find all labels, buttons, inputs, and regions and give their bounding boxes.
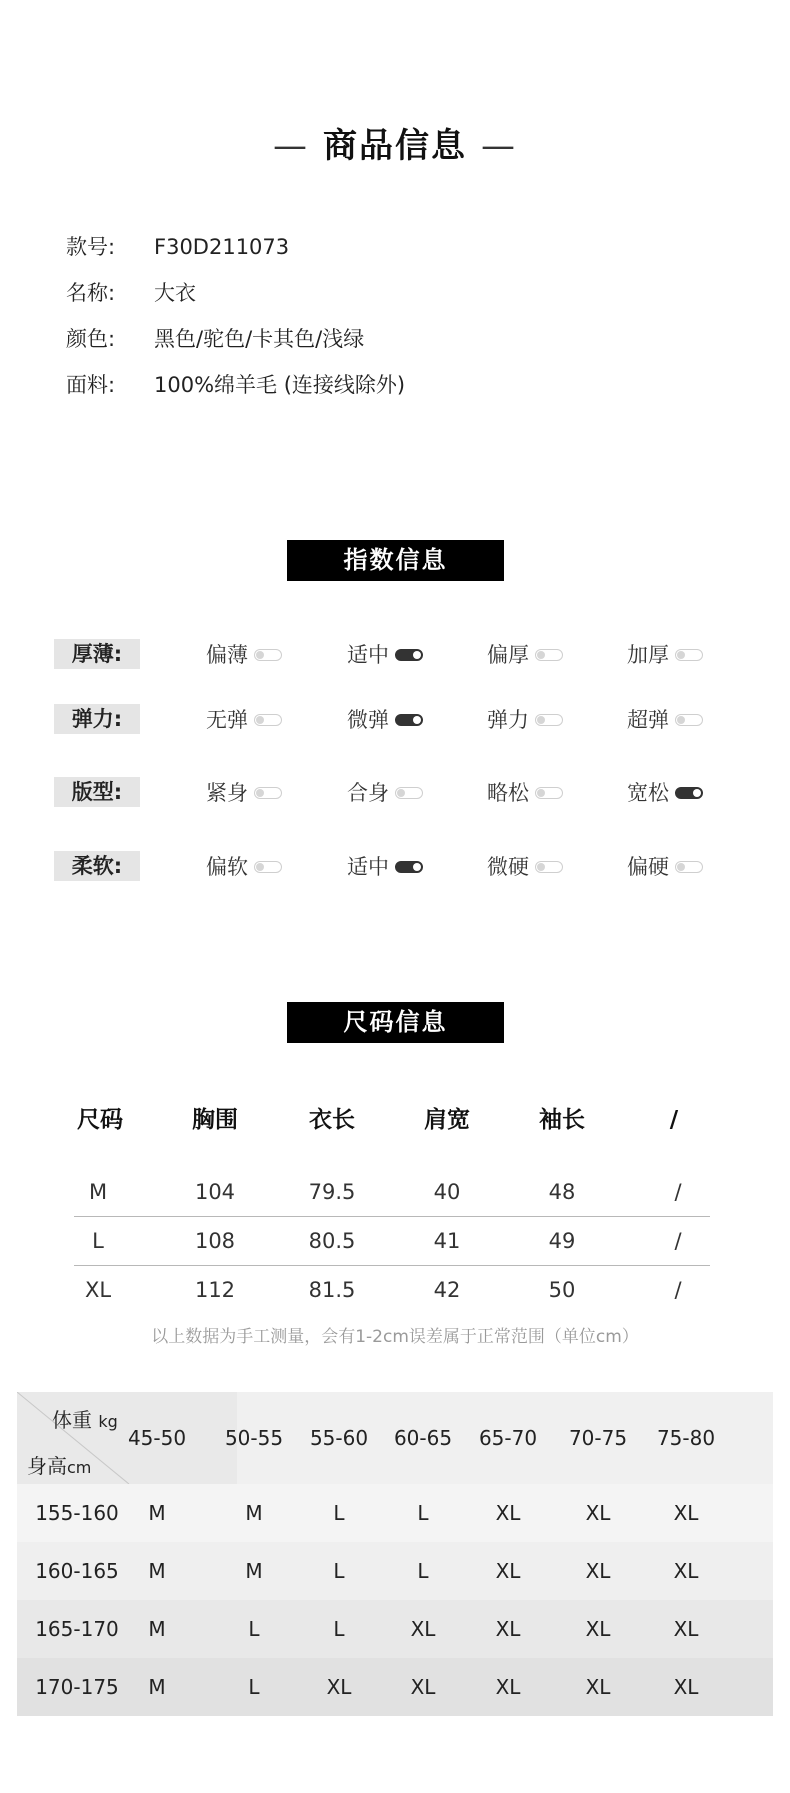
index-option-label: 偏硬	[627, 855, 669, 879]
info-value: 100%绵羊毛 (连接线除外)	[154, 373, 406, 397]
height-range-cell: 165-170	[35, 1617, 119, 1641]
info-label: 面料:	[66, 373, 116, 397]
recommendation-header	[17, 1392, 773, 1484]
size-cell: 41	[433, 1229, 461, 1253]
index-row-label: 柔软:	[54, 851, 140, 881]
weight-range-header: 75-80	[656, 1426, 716, 1450]
size-header-cell: /	[669, 1107, 679, 1133]
recommended-size-cell: M	[148, 1675, 166, 1699]
recommended-size-cell: M	[148, 1559, 166, 1583]
product-info-heading: 商品信息	[323, 126, 467, 166]
size-row-l	[74, 1217, 710, 1266]
toggle-off-icon	[535, 649, 563, 661]
index-option	[487, 639, 563, 669]
recommended-size-cell: L	[333, 1559, 345, 1583]
size-cell: /	[674, 1180, 682, 1204]
height-label: 身高	[27, 1454, 67, 1478]
recommended-size-cell: XL	[673, 1501, 699, 1525]
toggle-on-icon	[395, 649, 423, 661]
recommended-size-cell: XL	[410, 1675, 436, 1699]
recommended-size-cell: XL	[495, 1559, 521, 1583]
index-option	[627, 777, 703, 807]
weight-range-header: 55-60	[309, 1426, 369, 1450]
index-option	[487, 704, 563, 734]
size-cell: 79.5	[308, 1180, 356, 1204]
info-row-style-number	[66, 232, 289, 262]
index-option-label: 略松	[487, 781, 529, 805]
index-option	[347, 639, 423, 669]
recommended-size-cell: XL	[673, 1675, 699, 1699]
recommended-size-cell: XL	[585, 1617, 611, 1641]
recommended-size-cell: XL	[495, 1617, 521, 1641]
recommended-size-cell: XL	[585, 1675, 611, 1699]
index-option-label: 偏厚	[487, 643, 529, 667]
info-label: 名称:	[66, 281, 116, 305]
index-option-label: 弹力	[487, 708, 529, 732]
size-cell: /	[674, 1278, 682, 1302]
info-value: 黑色/驼色/卡其色/浅绿	[154, 327, 365, 351]
toggle-off-icon	[254, 714, 282, 726]
size-cell: 112	[194, 1278, 236, 1302]
info-row-color	[66, 324, 364, 354]
size-cell: 104	[194, 1180, 236, 1204]
size-cell: 50	[548, 1278, 576, 1302]
size-note: 以上数据为手工测量，会有1-2cm误差属于正常范围（单位cm）	[151, 1327, 639, 1347]
toggle-off-icon	[254, 861, 282, 873]
recommended-size-cell: L	[417, 1559, 429, 1583]
recommended-size-cell: XL	[495, 1501, 521, 1525]
recommended-size-cell: XL	[326, 1675, 352, 1699]
weight-range-header: 65-70	[478, 1426, 538, 1450]
recommended-size-cell: M	[148, 1617, 166, 1641]
weight-range-header: 45-50	[127, 1426, 187, 1450]
toggle-off-icon	[675, 714, 703, 726]
toggle-off-icon	[535, 861, 563, 873]
recommended-size-cell: M	[148, 1501, 166, 1525]
info-value: 大衣	[154, 281, 196, 305]
size-cell: 108	[194, 1229, 236, 1253]
toggle-on-icon	[675, 787, 703, 799]
recommendation-row	[17, 1542, 773, 1600]
size-row-xl	[74, 1266, 710, 1314]
index-option	[627, 851, 703, 881]
size-info-heading: 尺码信息	[287, 1002, 504, 1043]
index-option-label: 微硬	[487, 855, 529, 879]
toggle-off-icon	[535, 787, 563, 799]
recommended-size-cell: M	[245, 1559, 263, 1583]
index-row-label: 厚薄:	[54, 639, 140, 669]
index-option	[206, 704, 282, 734]
size-cell: M	[88, 1180, 108, 1204]
size-header-cell: 尺码	[77, 1107, 123, 1133]
weight-range-header: 50-55	[224, 1426, 284, 1450]
toggle-on-icon	[395, 861, 423, 873]
toggle-off-icon	[675, 649, 703, 661]
index-row	[0, 777, 790, 809]
toggle-off-icon	[254, 787, 282, 799]
index-row-label: 弹力:	[54, 704, 140, 734]
index-option-label: 适中	[347, 855, 389, 879]
recommended-size-cell: XL	[585, 1501, 611, 1525]
recommended-size-cell: L	[248, 1617, 260, 1641]
recommended-size-cell: L	[248, 1675, 260, 1699]
size-cell: 40	[433, 1180, 461, 1204]
weight-range-header: 60-65	[393, 1426, 453, 1450]
info-label: 颜色:	[66, 327, 116, 351]
index-option	[347, 851, 423, 881]
index-option-label: 偏薄	[206, 643, 248, 667]
size-cell: 49	[548, 1229, 576, 1253]
toggle-off-icon	[254, 649, 282, 661]
index-option	[487, 851, 563, 881]
size-cell: 80.5	[308, 1229, 356, 1253]
info-label: 款号:	[66, 235, 116, 259]
title-dash-left: —	[273, 126, 309, 166]
size-cell: /	[674, 1229, 682, 1253]
toggle-off-icon	[675, 861, 703, 873]
recommendation-row	[17, 1658, 773, 1716]
weight-axis-label	[52, 1404, 118, 1433]
size-cell: XL	[84, 1278, 112, 1302]
weight-label: 体重	[52, 1408, 92, 1432]
index-option	[206, 639, 282, 669]
recommendation-row	[17, 1484, 773, 1542]
height-range-cell: 170-175	[35, 1675, 119, 1699]
index-option-label: 宽松	[627, 781, 669, 805]
recommended-size-cell: XL	[673, 1559, 699, 1583]
recommended-size-cell: L	[333, 1617, 345, 1641]
recommended-size-cell: L	[417, 1501, 429, 1525]
index-option-label: 微弹	[347, 708, 389, 732]
index-option	[487, 777, 563, 807]
index-option	[627, 639, 703, 669]
index-option	[627, 704, 703, 734]
index-option-label: 加厚	[627, 643, 669, 667]
info-row-name	[66, 278, 196, 308]
index-option-label: 紧身	[206, 781, 248, 805]
info-value: F30D211073	[154, 235, 290, 259]
index-option	[206, 851, 282, 881]
recommended-size-cell: XL	[673, 1617, 699, 1641]
index-row-label: 版型:	[54, 777, 140, 807]
size-header-cell: 肩宽	[424, 1107, 470, 1133]
size-table-header	[74, 1098, 710, 1142]
toggle-off-icon	[395, 787, 423, 799]
index-info-heading: 指数信息	[287, 540, 504, 581]
size-header-cell: 胸围	[192, 1107, 238, 1133]
index-option	[206, 777, 282, 807]
size-header-cell: 袖长	[539, 1107, 585, 1133]
recommended-size-cell: XL	[410, 1617, 436, 1641]
height-unit: cm	[67, 1458, 92, 1477]
index-option	[347, 777, 423, 807]
size-cell: L	[92, 1229, 104, 1253]
toggle-off-icon	[535, 714, 563, 726]
weight-unit: kg	[98, 1412, 118, 1431]
index-option-label: 适中	[347, 643, 389, 667]
recommended-size-cell: M	[245, 1501, 263, 1525]
toggle-on-icon	[395, 714, 423, 726]
recommendation-row	[17, 1600, 773, 1658]
size-cell: 81.5	[308, 1278, 356, 1302]
recommended-size-cell: XL	[495, 1675, 521, 1699]
height-axis-label	[27, 1450, 91, 1479]
size-cell: 42	[433, 1278, 461, 1302]
info-row-fabric	[66, 370, 405, 400]
recommended-size-cell: XL	[585, 1559, 611, 1583]
title-dash-right: —	[481, 126, 517, 166]
weight-range-header: 70-75	[568, 1426, 628, 1450]
size-row-m	[74, 1168, 710, 1217]
height-range-cell: 160-165	[35, 1559, 119, 1583]
index-row	[0, 704, 790, 736]
index-option-label: 合身	[347, 781, 389, 805]
height-range-cell: 155-160	[35, 1501, 119, 1525]
recommended-size-cell: L	[333, 1501, 345, 1525]
index-option	[347, 704, 423, 734]
index-row	[0, 639, 790, 671]
index-option-label: 超弹	[627, 708, 669, 732]
size-header-cell: 衣长	[309, 1107, 355, 1133]
size-recommendation-table	[17, 1392, 773, 1716]
index-option-label: 无弹	[206, 708, 248, 732]
index-row	[0, 851, 790, 883]
index-option-label: 偏软	[206, 855, 248, 879]
size-cell: 48	[548, 1180, 576, 1204]
product-info-title	[0, 118, 790, 167]
